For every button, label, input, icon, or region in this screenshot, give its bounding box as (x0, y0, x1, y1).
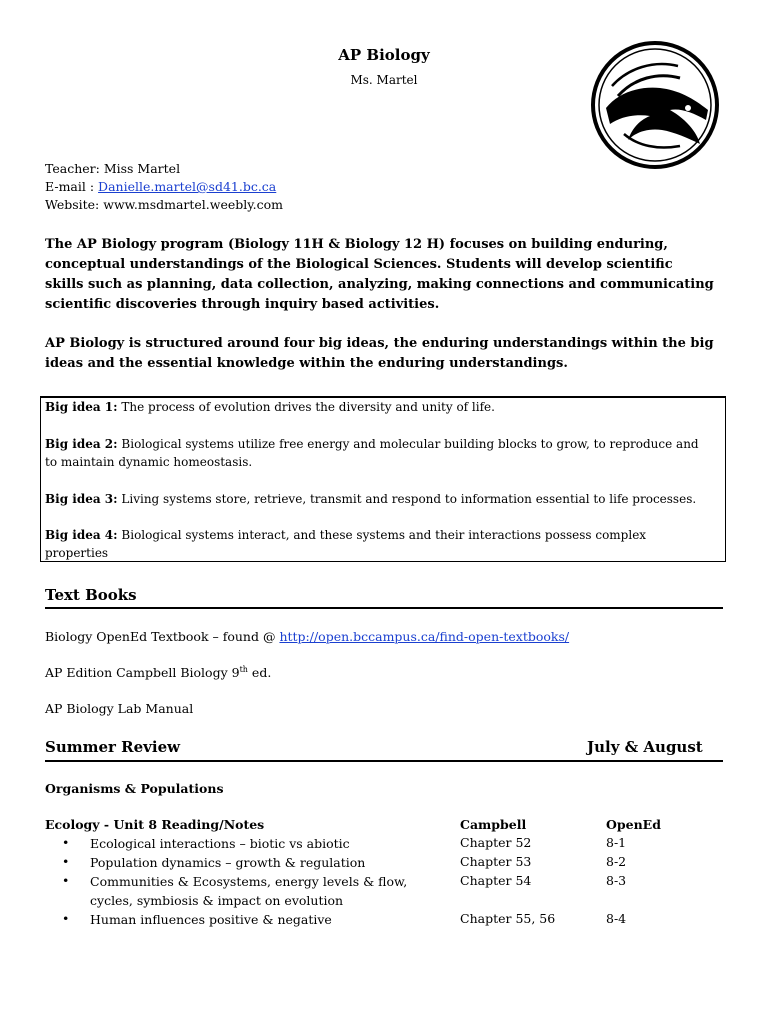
textbooks-heading: Text Books (45, 586, 137, 604)
intro-line: scientific discoveries through inquiry based activities. (45, 297, 440, 312)
opened-section: 8-2 (606, 854, 627, 869)
lab-manual-line: AP Biology Lab Manual (45, 701, 194, 716)
campbell-chapter: Chapter 54 (460, 873, 532, 888)
big-idea-2: Big idea 2: Biological systems utilize free energy and molecular building blocks to grow, to reproduce and to maintain dynamic homeostasis. (45, 437, 699, 469)
big-idea-4: Big idea 4: Biological systems interact, and these systems and their interactions possess complex properties (45, 528, 647, 560)
opened-column-header: OpenEd (606, 817, 661, 832)
campbell-chapter: Chapter 53 (460, 854, 532, 869)
website-line: Website: www.msdmartel.weebly.com (45, 197, 284, 212)
campbell-chapter: Chapter 55, 56 (460, 911, 556, 926)
opened-textbook-line: Biology OpenEd Textbook – found @ http://open.bccampus.ca/find-open-textbooks/ (45, 629, 570, 644)
unit-title: Ecology - Unit 8 Reading/Notes (45, 817, 265, 832)
dragon-logo-icon (588, 38, 722, 172)
campbell-line: AP Edition Campbell Biology 9th ed. (45, 665, 272, 681)
opened-section: 8-3 (606, 873, 627, 888)
intro-line: conceptual understandings of the Biological Sciences. Students will develop scientific (45, 257, 673, 272)
opened-section: 8-1 (606, 835, 627, 850)
intro-paragraph (45, 235, 725, 315)
summer-dates: July & August (587, 738, 703, 756)
intro-line: The AP Biology program (Biology 11H & Biology 12 H) focuses on building enduring, (45, 237, 668, 252)
summer-divider (45, 760, 723, 762)
structure-paragraph (45, 334, 725, 374)
structure-line: ideas and the essential knowledge within the enduring understandings. (45, 356, 568, 371)
teacher-line: Teacher: Miss Martel (45, 161, 181, 176)
big-idea-1: Big idea 1: The process of evolution drives the diversity and unity of life. (45, 400, 495, 414)
big-idea-3: Big idea 3: Living systems store, retrieve, transmit and respond to information essential to life processes. (45, 492, 697, 506)
textbooks-divider (45, 607, 723, 609)
campbell-column-header: Campbell (460, 817, 527, 832)
page-title: AP Biology (338, 46, 430, 64)
email-label: E-mail : (45, 179, 99, 194)
opened-section: 8-4 (606, 911, 627, 926)
opened-textbook-link[interactable]: http://open.bccampus.ca/find-open-textbooks/ (279, 629, 570, 644)
email-link[interactable]: Danielle.martel@sd41.bc.ca (98, 179, 277, 194)
email-line (45, 178, 276, 196)
teacher-subtitle: Ms. Martel (350, 73, 418, 87)
campbell-chapter: Chapter 52 (460, 835, 532, 850)
intro-line: skills such as planning, data collection, analyzing, making connections and communicating (45, 277, 714, 292)
summer-review-heading: Summer Review (45, 738, 181, 756)
organisms-subheading: Organisms & Populations (45, 781, 224, 796)
structure-line: AP Biology is structured around four big ideas, the enduring understandings within the big (45, 336, 714, 351)
